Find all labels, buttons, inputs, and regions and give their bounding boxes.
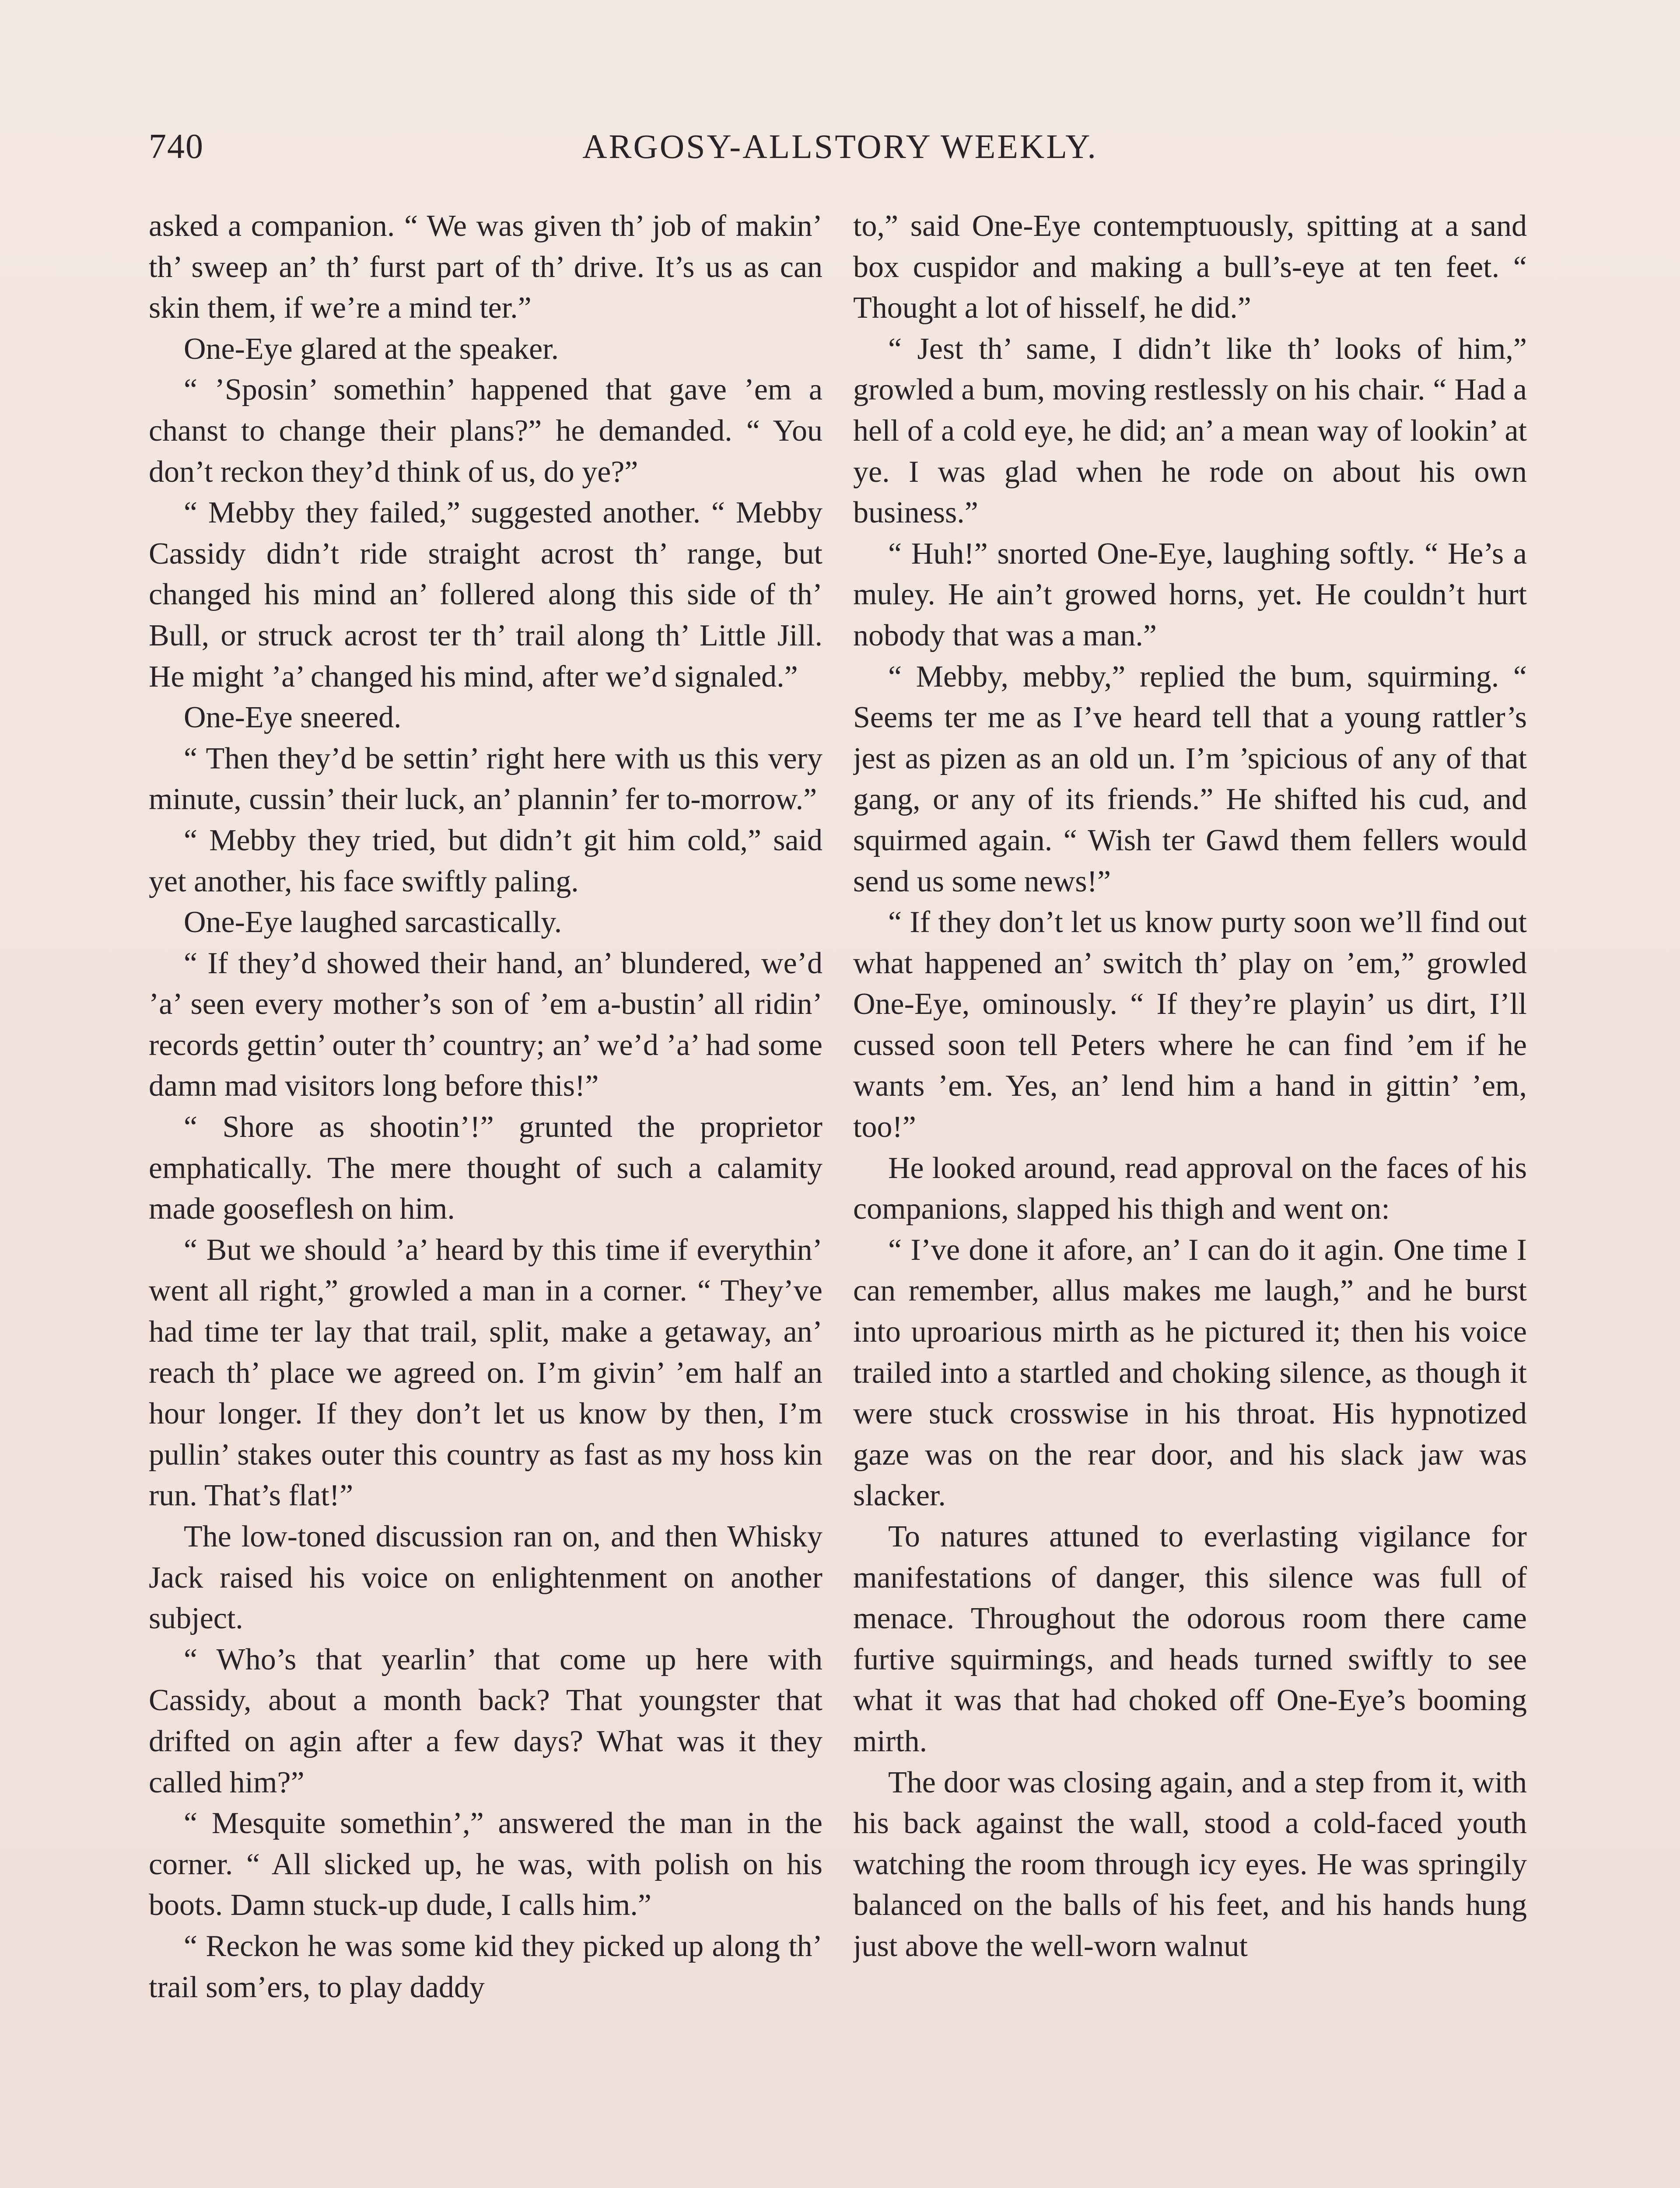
- paragraph: “ If they don’t let us know purty soon we’ll find out what happened an’ switch th’ play on ’em,” growled One-Eye, ominously. “ If they’re playin’ us dirt, I’ll cussed soon tell Peters where he can find ’em if he wants ’em. Yes, an’ lend him a hand in gittin’ ’em, too!”: [853, 905, 1527, 1144]
- paragraph: He looked around, read approval on the faces of his companions, slapped his thigh and went on:: [853, 1151, 1527, 1226]
- paragraph: “ Huh!” snorted One-Eye, laughing softly. “ He’s a muley. He ain’t growed horns, yet. He couldn’t hurt nobody that was a man.”: [853, 536, 1527, 652]
- paragraph: The door was closing again, and a step from it, with his back against the wall, stood a cold-faced youth watching the room through icy eyes. He was springily balanced on the balls of his feet, and his hands hung just above the well-worn walnut: [853, 1765, 1527, 1963]
- right-column: [853, 206, 1527, 2188]
- paragraph: “ Jest th’ same, I didn’t like th’ looks of him,” growled a bum, moving restlessly on his chair. “ Had a hell of a cold eye, he did; an’ a mean way of lookin’ at ye. I was glad when he rode on about his own business.”: [853, 332, 1527, 530]
- page-number: 740: [149, 127, 204, 166]
- running-title: ARGOSY-ALLSTORY WEEKLY.: [582, 127, 1098, 165]
- paragraph: “ Mebby they tried, but didn’t git him cold,” said yet another, his face swiftly paling.: [149, 823, 822, 898]
- paragraph: “ But we should ’a’ heard by this time if everythin’ went all right,” growled a man in a corner. “ They’ve had time ter lay that trail, split, make a getaway, an’ reach th’ place we agreed on. I’m givin’ ’em half an hour longer. If they don’t let us know by then, I’m pullin’ stakes outer this country as fast as my hoss kin run. That’s flat!”: [149, 1233, 822, 1513]
- paragraph: “ Mesquite somethin’,” answered the man in the corner. “ All slicked up, he was, with polish on his boots. Damn stuck-up dude, I calls him.”: [149, 1806, 822, 1922]
- paragraph: One-Eye laughed sarcastically.: [184, 905, 562, 940]
- paragraph: One-Eye sneered.: [184, 701, 402, 735]
- paragraph: The low-toned discussion ran on, and then Whisky Jack raised his voice on enlightenment on another subject.: [149, 1520, 822, 1636]
- paragraph: “ Then they’d be settin’ right here with us this very minute, cussin’ their luck, an’ plannin’ fer to-morrow.”: [149, 741, 822, 817]
- paragraph: to,” said One-Eye contemptuously, spitting at a sand box cuspidor and making a bull’s-eye at ten feet. “ Thought a lot of hisself, he did.”: [853, 209, 1527, 325]
- paragraph: To natures attuned to everlasting vigilance for manifestations of danger, this silence was full of menace. Throughout the odorous room there came furtive squirmings, and heads turned swiftly to see what it was that had choked off One-Eye’s booming mirth.: [853, 1520, 1527, 1758]
- paragraph: “ ’Sposin’ somethin’ happened that gave ’em a chanst to change their plans?” he demanded. “ You don’t reckon they’d think of us, do ye?”: [149, 373, 822, 489]
- paragraph: “ I’ve done it afore, an’ I can do it agin. One time I can remember, allus makes me laugh,” and he burst into uproarious mirth as he pictured it; then his voice trailed into a startled and choking silence, as though it were stuck crosswise in his throat. His hypnotized gaze was on the rear door, and his slack jaw was slacker.: [853, 1233, 1527, 1513]
- paragraph: “ Mebby, mebby,” replied the bum, squirming. “ Seems ter me as I’ve heard tell that a young rattler’s jest as pizen as an old un. I’m ’spicious of any of that gang, or any of its friends.” He shifted his cud, and squirmed again. “ Wish ter Gawd them fellers would send us some news!”: [853, 659, 1527, 898]
- paragraph: “ If they’d showed their hand, an’ blundered, we’d ’a’ seen every mother’s son of ’em a-bustin’ all ridin’ records gettin’ outer th’ country; an’ we’d ’a’ had some damn mad visitors long before this!”: [149, 946, 822, 1103]
- paragraph: asked a companion. “ We was given th’ job of makin’ th’ sweep an’ th’ furst part of th’ drive. It’s us as can skin them, if we’re a mind ter.”: [149, 209, 822, 325]
- left-column: [149, 206, 822, 2188]
- paragraph: “ Who’s that yearlin’ that come up here with Cassidy, about a month back? That youngster that drifted on agin after a few days? What was it they called him?”: [149, 1642, 822, 1799]
- page-header: [149, 127, 1531, 175]
- paragraph: One-Eye glared at the speaker.: [184, 332, 559, 366]
- paragraph: “ Reckon he was some kid they picked up along th’ trail som’ers, to play daddy: [149, 1929, 822, 2004]
- paragraph: “ Shore as shootin’!” grunted the proprietor emphatically. The mere thought of such a calamity made gooseflesh on him.: [149, 1110, 822, 1226]
- paragraph: “ Mebby they failed,” suggested another. “ Mebby Cassidy didn’t ride straight acrost th’ range, but changed his mind an’ follered along this side of th’ Bull, or struck acrost ter th’ trail along th’ Little Jill. He might ’a’ changed his mind, after we’d signaled.”: [149, 496, 822, 694]
